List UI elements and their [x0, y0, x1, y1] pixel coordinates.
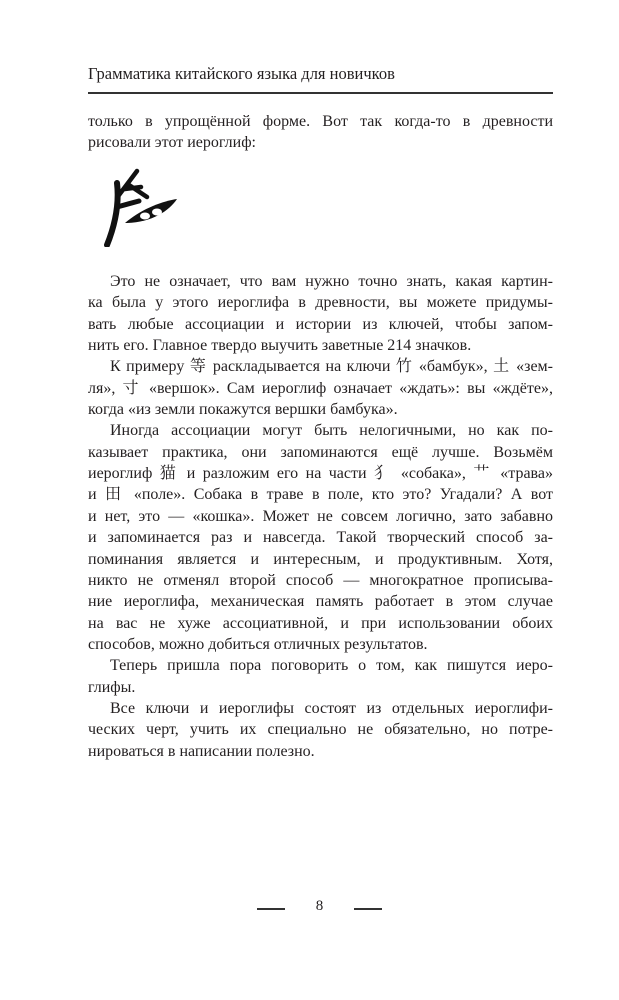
paragraph [88, 271, 553, 356]
header-rule [88, 92, 553, 94]
text-line: и запоминается раз и навсегда. Такой творческий способ за- [88, 529, 553, 547]
text-line: рисовали этот иероглиф: [88, 134, 256, 152]
text-line: Иногда ассоциации могут быть нелогичными, но как по- [110, 422, 553, 440]
text-line: ние иероглифа, механическая память работает в этом случае [88, 593, 553, 611]
paragraph [88, 698, 553, 762]
text-line: ля», 寸 «вершок». Сам иероглиф означает «ждать»: вы «ждёте», [88, 379, 553, 397]
text-line: казывает практика, они запоминаются ещё лучше. Возьмём [88, 443, 553, 461]
text-line: нироваться в написании полезно. [88, 742, 315, 760]
text-line: и нет, это — «кошка». Может не совсем логично, зато забавно [88, 507, 553, 525]
text-line: вать любые ассоциации и истории из ключей, чтобы запом- [88, 315, 553, 333]
text-line: когда «из земли покажутся вершки бамбука». [88, 401, 398, 419]
footer-dash-right [354, 908, 382, 910]
text-line: глифы. [88, 678, 136, 696]
text-line: Все ключи и иероглифы состоят из отдельных иероглифи- [110, 700, 553, 717]
page-number: 8 [315, 898, 324, 914]
text-line: Это не означает, что вам нужно точно знать, какая картин- [110, 273, 553, 290]
page-footer [0, 898, 619, 918]
text-line: нить его. Главное твердо выучить заветные 214 значков. [88, 337, 472, 355]
text-line: поминания является и интересным, и продуктивным. Хотя, [88, 550, 553, 568]
text-line: иероглиф 猫 и разложим его на части 犭 «собака», 艹 «трава» [88, 465, 553, 483]
text-line: и 田 «поле». Собака в траве в поле, кто это? Угадали? А вот [88, 486, 553, 504]
text-line: на вас не хуже ассоциативной, и при использовании обоих [88, 614, 553, 632]
paragraph [88, 420, 553, 655]
paragraph [88, 655, 553, 698]
text-line: ческих черт, учить их специально не обязательно, но потре- [88, 721, 553, 739]
text-line: К примеру 等 раскладывается на ключи 竹 «бамбук», 土 «зем- [110, 358, 553, 376]
text-line: только в упрощённой форме. Вот так когда-то в древности [88, 113, 553, 130]
text-line: никто не отменял второй способ — многократное прописыва- [88, 571, 553, 589]
paragraph [88, 111, 553, 154]
text-line: ка была у этого иероглифа в древности, вы можете придумы- [88, 294, 553, 312]
running-header: Грамматика китайского языка для новичков [88, 64, 395, 83]
text-line: способов, можно добиться отличных результатов. [88, 635, 428, 653]
paragraph [88, 356, 553, 420]
text-line: Теперь пришла пора поговорить о том, как пишутся иеро- [110, 657, 553, 675]
ancient-glyph-illustration [103, 165, 183, 247]
